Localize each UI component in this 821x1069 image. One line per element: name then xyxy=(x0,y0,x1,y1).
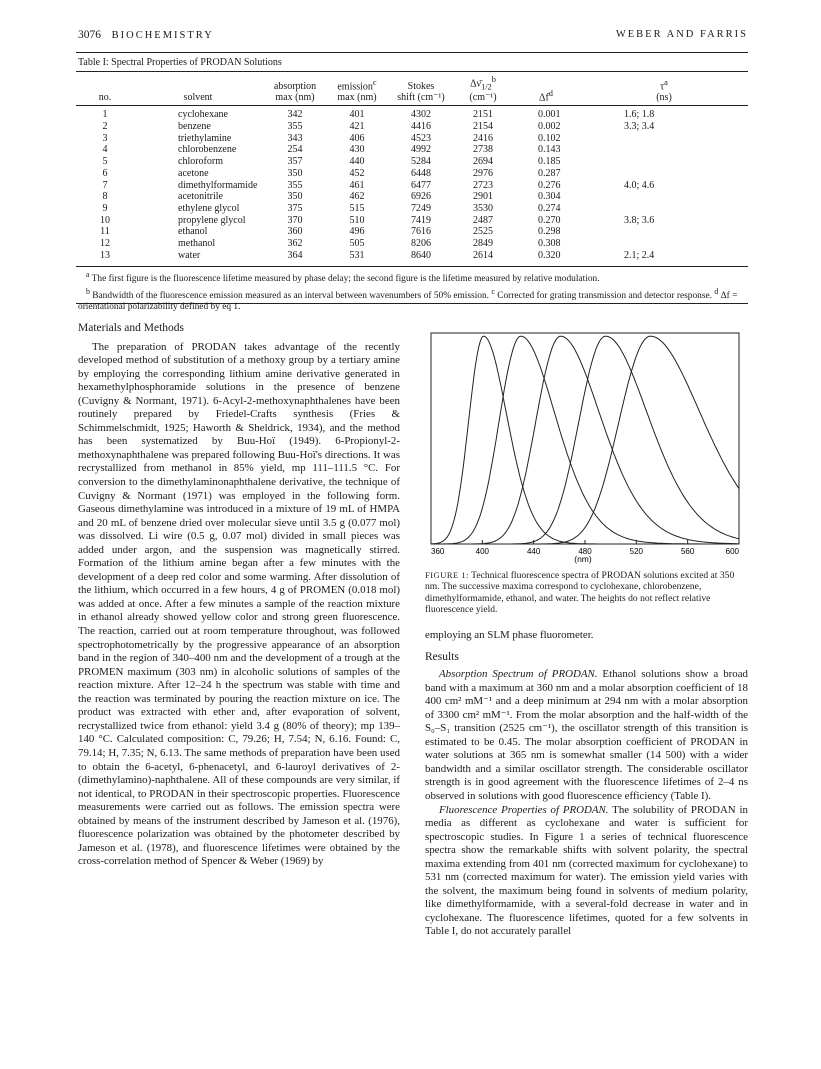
table-row xyxy=(76,250,748,262)
table-cell-no: 7 xyxy=(102,179,108,191)
running-header-left xyxy=(78,29,214,41)
methods-heading: Materials and Methods xyxy=(78,322,185,334)
table-cell-stokes: 7249 xyxy=(411,202,431,214)
table-cell-abs: 343 xyxy=(287,132,303,144)
table-cell-stokes: 6926 xyxy=(411,191,431,203)
table-cell-no: 6 xyxy=(102,167,108,179)
table-cell-solvent: methanol xyxy=(178,238,216,250)
table-cell-em: 510 xyxy=(349,214,365,226)
col-header-stokes: Stokes shift (cm⁻¹) xyxy=(388,74,454,106)
table-cell-tau: 3.8; 3.6 xyxy=(624,214,655,226)
table-cell-solvent: chlorobenzene xyxy=(178,144,237,156)
table-cell-abs: 364 xyxy=(287,249,303,261)
table-cell-dnu: 2525 xyxy=(473,226,493,238)
table-cell-no: 11 xyxy=(100,226,110,238)
table-cell-solvent: triethylamine xyxy=(178,132,232,144)
table-cell-abs: 350 xyxy=(287,167,303,179)
table-cell-solvent: acetonitrile xyxy=(178,191,223,203)
table-cell-em: 496 xyxy=(349,226,365,238)
table-cell-em: 430 xyxy=(349,144,365,156)
table-cell-df: 0.143 xyxy=(538,144,561,156)
table-cell-dnu: 2976 xyxy=(473,167,493,179)
table-cell-dnu: 2154 xyxy=(473,121,493,133)
table-cell-no: 2 xyxy=(102,121,108,133)
table-caption-rule xyxy=(76,71,748,72)
table-cell-solvent: water xyxy=(178,249,201,261)
table-row xyxy=(76,180,748,192)
spectrum-curve xyxy=(431,336,739,544)
table-cell-df: 0.298 xyxy=(538,226,561,238)
table-cell-no: 1 xyxy=(102,109,108,121)
x-tick-label: 440 xyxy=(526,547,541,556)
x-tick-label: 360 xyxy=(431,547,445,556)
table-cell-df: 0.001 xyxy=(538,109,561,121)
methods-paragraph: The preparation of PRODAN takes advantage of the recently developed method of substitution of a methoxy group by a tertiary amine by employing the corresponding lithium amine derivative generated in hexamethylphosphoramide solutions in the presence of benzene (Cuvigny & Normant, 1971). 6-Acyl-2-methoxynaphthalenes have been routinely prepared by Friedel-Crafts synthesis (Fries & Schimmelschmidt, 1925; Haworth & Sheldrick, 1934), and the method has been systematized by Buu-Hoï (1949). 6-Propionyl-2-methoxynaphthalene was prepared following Buu-Hoï's directions. It was recrystallized from methanol in 85% yield, mp 111–111.5 °C. For conversion to the dimethylaminonaphthalene derivative, the technique of Cuvigny & Normant (1971) was employed in the following form. Gaseous dimethylamine was introduced in a mixture of 19 mL of HMPA and 20 mL of benzene dried over molecular sieve until 3.5 g (0.077 mol) was dissolved. Li wire (0.5 g, 0.07 mol) divided in small pieces was added under argon, and the suspension was magnetically stirred. Formation of the lithium amine began after a few minutes with the development of a deep red color and some warming. After dissolution of the lithium, which occurred in a few hours, 4 g of PROMEN (0.018 mol) was added at once. After a few minutes a sample of the reaction mixture in ethanol already showed yellow color and strong green fluorescence. The reaction, carried out at room temperature throughout, was followed spectrophotometrically by the progressive appearance of an absorption band in the region of 340–400 nm and the development of a trough at the PROMEN maximum (303 nm) in alcoholic solutions of samples of the reaction mixture. After 12–24 h the spectrum was stable with time and the reaction was terminated by pouring the reaction mixture on ice. The product was extracted with ether and, after evaporation of solvent, recrystallized twice from ethanol: yield 3.4 g (80% of theory); mp 139–140 °C. Calculated composition: C, 79.26; H, 7.54; N, 6.16. Found: C, 79.14; H, 7.35; N, 6.13. The same methods of preparation have been used to obtain the 6-acetyl, 6-phenacetyl, and 6-lauroyl derivatives of 2-(dimethylamino)-naphthalene. All of these compounds are very similar, if not identical, to PRODAN in their spectroscopic properties. Fluorescence measurements were carried out as follows. The emission spectra were obtained by means of the instrument described by Jameson et al. (1976), fluorescence polarization was obtained by the photometer described by Jameson et al. (1978), and fluorescence lifetimes were obtained by the cross-correlation method of Spencer & Weber (1969) by xyxy=(78,340,400,868)
table-cell-em: 531 xyxy=(349,249,365,261)
chart-frame-border xyxy=(431,333,739,544)
table-row xyxy=(76,215,748,227)
table-cell-em: 406 xyxy=(349,132,365,144)
table-footnotes xyxy=(78,269,748,314)
table-cell-abs: 360 xyxy=(287,226,303,238)
table-header-row xyxy=(76,74,748,106)
right-column xyxy=(425,629,748,939)
table-cell-df: 0.308 xyxy=(538,238,561,250)
table-cell-df: 0.320 xyxy=(538,249,561,261)
table-row xyxy=(76,226,748,238)
table-cell-tau xyxy=(582,133,748,145)
table-cell-solvent: ethanol xyxy=(178,226,208,238)
spectral-properties-table xyxy=(76,74,748,261)
col-header-polarizability: $\Delta f^d$ xyxy=(512,74,582,106)
col-header-absorption: absorption max (nm) xyxy=(264,74,326,106)
spectrum-curve xyxy=(431,336,739,544)
figure-caption xyxy=(425,570,747,616)
table-cell-dnu: 2151 xyxy=(473,109,493,121)
table-row xyxy=(76,238,748,250)
table-cell-stokes: 4523 xyxy=(411,132,431,144)
table-row xyxy=(76,106,748,121)
table-cell-df: 0.002 xyxy=(538,121,561,133)
table-cell-df: 0.287 xyxy=(538,167,561,179)
table-cell-solvent: acetone xyxy=(178,167,209,179)
table-body xyxy=(76,106,748,262)
footnote-bcd: $^b$ Bandwidth of the fluorescence emission measured as an interval between wavenumbers of 50% emission. $^c$ Corrected for grating transmission and detector response. $^d$ Δf = orientational polarizability defined by eq 1. xyxy=(78,286,738,313)
table-cell-tau: 2.1; 2.4 xyxy=(624,249,655,261)
table-top-rule xyxy=(76,52,748,53)
table-cell-tau: 4.0; 4.6 xyxy=(624,179,655,191)
table-cell-tau xyxy=(582,144,748,156)
spectrum-curve xyxy=(431,336,739,544)
continued-line: employing an SLM phase fluorometer. xyxy=(425,629,594,641)
table-cell-no: 10 xyxy=(100,214,110,226)
table-cell-stokes: 7419 xyxy=(411,214,431,226)
table-cell-no: 13 xyxy=(100,249,110,261)
table-cell-tau xyxy=(582,168,748,180)
table-cell-dnu: 2416 xyxy=(473,132,493,144)
table-cell-solvent: chloroform xyxy=(178,156,223,168)
table-cell-abs: 342 xyxy=(287,109,303,121)
table-cell-dnu: 2694 xyxy=(473,156,493,168)
x-tick-label: 400 xyxy=(475,547,490,556)
table-cell-df: 0.270 xyxy=(538,214,561,226)
table-cell-stokes: 4302 xyxy=(411,109,431,121)
table-cell-df: 0.185 xyxy=(538,156,561,168)
table-caption: Table I: Spectral Properties of PRODAN Solutions xyxy=(78,57,282,68)
table-cell-abs: 355 xyxy=(287,179,303,191)
table-cell-no: 5 xyxy=(102,156,108,168)
table-row xyxy=(76,133,748,145)
table-cell-abs: 357 xyxy=(287,156,303,168)
table-row xyxy=(76,156,748,168)
table-cell-stokes: 6448 xyxy=(411,167,431,179)
table-row xyxy=(76,144,748,156)
table-cell-df: 0.102 xyxy=(538,132,561,144)
table-cell-tau xyxy=(582,156,748,168)
absorption-paragraph: Absorption Spectrum of PRODAN. Ethanol solutions show a broad band with a maximum at 360 nm and a molar absorption coefficient of 18 400 cm² mM⁻¹ and a deep minimum at 294 nm with a molar absorption of 3300 cm² mM⁻¹. From the molar absorption and the half-width of the S₀–S₁ transition (2525 cm⁻¹), the oscillator strength of this transition is estimated to be 0.45. The molar absorption coefficient of PRODAN in water solutions at 365 nm is somewhat smaller (14 500) with a wider bandwidth and a similar oscillator strength. The considerable oscillator strength is in good agreement with the fluorescence lifetimes of 2–4 ns observed in solutions with good fluorescence efficiency (Table I). xyxy=(425,668,749,803)
running-header-authors: WEBER AND FARRIS xyxy=(615,29,748,40)
table-cell-stokes: 8640 xyxy=(411,249,431,261)
figure-label: FIGURE 1: xyxy=(425,570,469,580)
spectrum-curve xyxy=(431,336,739,544)
table-cell-solvent: ethylene glycol xyxy=(178,202,240,214)
table-cell-abs: 254 xyxy=(287,144,303,156)
table-cell-stokes: 4992 xyxy=(411,144,431,156)
table-cell-solvent: cyclohexane xyxy=(178,109,228,121)
table-cell-em: 462 xyxy=(349,191,365,203)
table-cell-dnu: 2614 xyxy=(473,249,493,261)
table-cell-df: 0.274 xyxy=(538,202,561,214)
table-cell-dnu: 2738 xyxy=(473,144,493,156)
table-bottom-rule xyxy=(76,266,748,267)
table-cell-no: 3 xyxy=(102,132,108,144)
table-cell-stokes: 6477 xyxy=(411,179,431,191)
col-header-no: no. xyxy=(76,74,134,106)
table-cell-stokes: 8206 xyxy=(411,238,431,250)
table-cell-em: 461 xyxy=(349,179,365,191)
table-cell-df: 0.304 xyxy=(538,191,561,203)
x-tick-label: 480 xyxy=(578,547,592,556)
x-tick-label: 520 xyxy=(629,547,644,556)
table-cell-stokes: 5284 xyxy=(411,156,431,168)
table-cell-dnu: 2901 xyxy=(473,191,493,203)
footnotes-rule xyxy=(76,303,748,304)
table-cell-em: 421 xyxy=(349,121,365,133)
x-axis-unit: (nm) xyxy=(574,554,592,564)
journal-name: BIOCHEMISTRY xyxy=(111,30,214,41)
table-row xyxy=(76,191,748,203)
col-header-emission: emission$^c$ max (nm) xyxy=(326,74,388,106)
table-cell-no: 12 xyxy=(100,238,110,250)
table-cell-abs: 362 xyxy=(287,238,303,250)
x-tick-label: 600 xyxy=(725,547,739,556)
footnote-a: $^a$ The first figure is the fluorescence lifetime measured by phase delay; the second figure is the lifetime measured by relative modulation. xyxy=(86,270,600,285)
chart-plot-area xyxy=(431,333,739,544)
table-cell-df: 0.276 xyxy=(538,179,561,191)
table-cell-no: 8 xyxy=(102,191,108,203)
spectrum-curve xyxy=(431,336,739,544)
table-cell-abs: 355 xyxy=(287,121,303,133)
table-cell-em: 505 xyxy=(349,238,365,250)
table-cell-abs: 350 xyxy=(287,191,303,203)
fluorescence-subheading: Fluorescence Properties of PRODAN. xyxy=(439,803,609,816)
chart-series-group xyxy=(431,336,739,544)
col-header-bandwidth: $\Delta\nū_{1/2}^b$ (cm⁻¹) xyxy=(454,74,512,106)
x-tick-label: 560 xyxy=(680,547,695,556)
table-row xyxy=(76,203,748,215)
table-cell-em: 440 xyxy=(349,156,365,168)
table-cell-dnu: 2723 xyxy=(473,179,493,191)
table-cell-tau: 3.3; 3.4 xyxy=(624,121,655,133)
fluorescence-paragraph: Fluorescence Properties of PRODAN. The solubility of PRODAN in media as different as cyclohexane and water is sufficient for spectroscopic studies. In Figure 1 a series of technical fluorescence spectra show the remarkable shifts with solvent polarity, the spectral maxima extending from 401 nm (corrected maximum for cyclohexane) to 531 nm (corrected maximum for water). The emission yield varies with the solvent, the maximum being found in solvents of medium polarity, like dimethylformamide, with a several-fold decrease in water and in cyclohexane. The fluorescence lifetimes, quoted for a few solvents in Table I, do not accurately parallel xyxy=(425,803,748,938)
table-cell-solvent: dimethylformamide xyxy=(178,179,258,191)
table-cell-dnu: 2849 xyxy=(473,238,493,250)
table-cell-tau xyxy=(582,191,748,203)
page-number: 3076 xyxy=(78,29,101,41)
table-cell-abs: 370 xyxy=(287,214,303,226)
table-cell-em: 401 xyxy=(349,109,365,121)
table-cell-stokes: 4416 xyxy=(411,121,431,133)
table-row xyxy=(76,121,748,133)
table-cell-no: 4 xyxy=(102,144,108,156)
absorption-subheading: Absorption Spectrum of PRODAN. xyxy=(439,668,598,681)
col-header-lifetime: $\tau^a$ (ns) xyxy=(582,74,748,106)
results-heading: Results xyxy=(425,650,459,663)
table-cell-tau: 1.6; 1.8 xyxy=(624,109,655,121)
table-cell-em: 515 xyxy=(349,202,365,214)
left-column xyxy=(78,322,400,869)
figure-1-spectra xyxy=(423,330,749,566)
table-cell-tau xyxy=(582,238,748,250)
table-cell-solvent: benzene xyxy=(178,121,211,133)
table-cell-stokes: 7616 xyxy=(411,226,431,238)
table-cell-solvent: propylene glycol xyxy=(178,214,246,226)
col-header-solvent: solvent xyxy=(134,74,264,106)
table-cell-abs: 375 xyxy=(287,202,303,214)
table-row xyxy=(76,168,748,180)
table-cell-dnu: 3530 xyxy=(473,202,493,214)
table-cell-em: 452 xyxy=(349,167,365,179)
table-cell-tau xyxy=(582,226,748,238)
figure-caption-text: Technical fluorescence spectra of PRODAN solutions excited at 350 nm. The successive maxima correspond to cyclohexane, chlorobenzene, dimethylformamide, ethanol, and water. The heights do not reflect relative fluorescence yield. xyxy=(425,570,735,616)
table-cell-tau xyxy=(582,203,748,215)
table-cell-dnu: 2487 xyxy=(473,214,493,226)
table-cell-no: 9 xyxy=(102,202,108,214)
